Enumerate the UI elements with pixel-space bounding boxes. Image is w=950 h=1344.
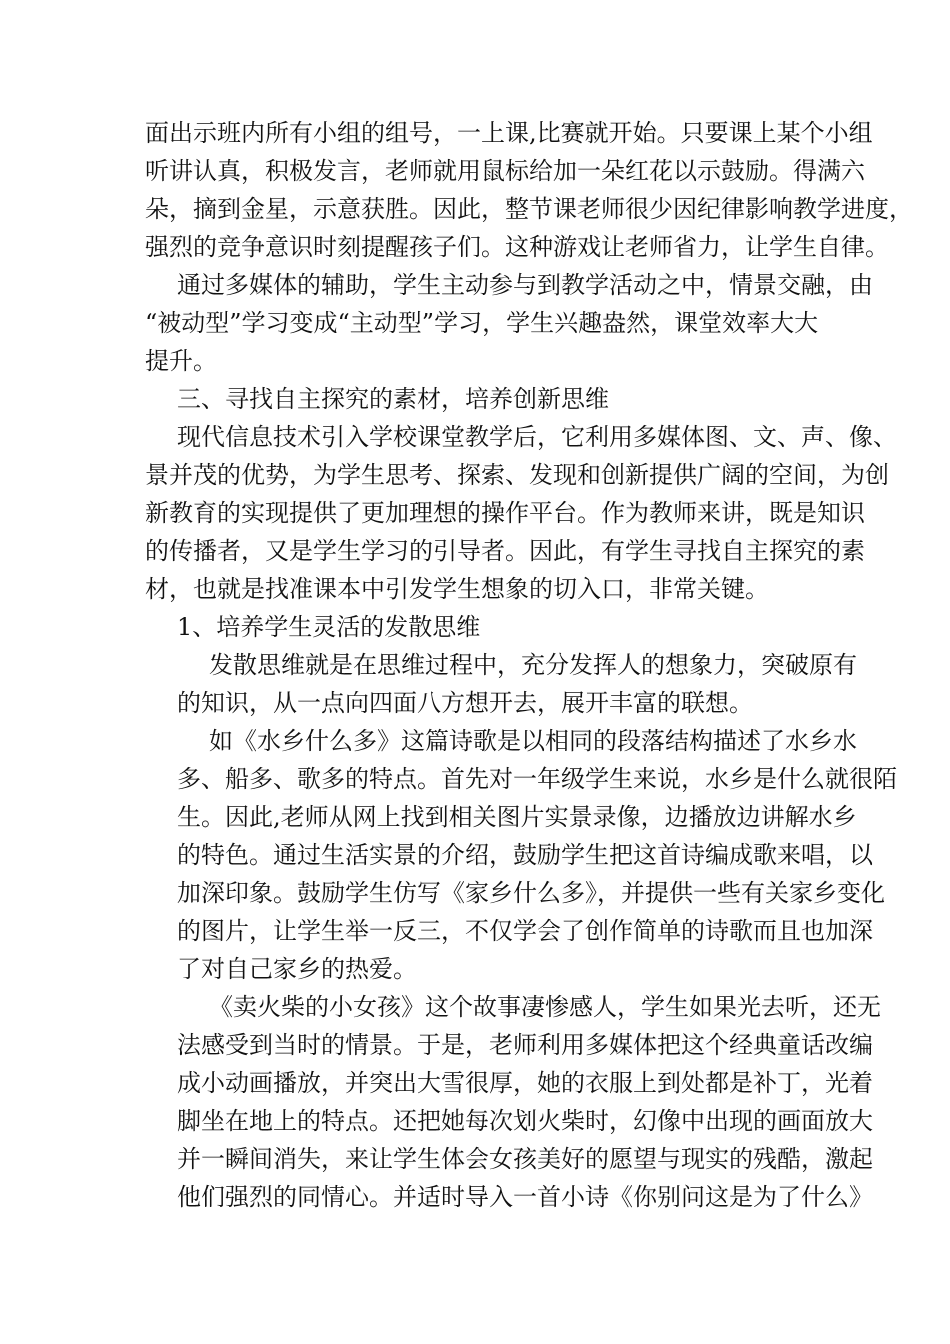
text-line: 的知识，从一点向四面八方想开去，展开丰富的联想。: [177, 689, 753, 717]
text-line: 通过多媒体的辅助，学生主动参与到教学活动之中，情景交融，由: [177, 271, 873, 299]
text-line: 《卖火柴的小女孩》这个故事凄惨感人，学生如果光去听，还无: [209, 993, 881, 1021]
subsection-heading: 1、培养学生灵活的发散思维: [177, 613, 481, 641]
text-line: 提升。: [145, 347, 217, 375]
text-line: 如《水乡什么多》这篇诗歌是以相同的段落结构描述了水乡水: [209, 727, 857, 755]
text-line: 他们强烈的同情心。并适时导入一首小诗《你别问这是为了什么》: [177, 1183, 873, 1211]
text-line: 脚坐在地上的特点。还把她每次划火柴时，幻像中出现的画面放大: [177, 1107, 873, 1135]
text-line: 的传播者，又是学生学习的引导者。因此，有学生寻找自主探究的素: [145, 537, 865, 565]
text-line: 的特色。通过生活实景的介绍，鼓励学生把这首诗编成歌来唱，以: [177, 841, 873, 869]
text-line: 强烈的竞争意识时刻提醒孩子们。这种游戏让老师省力，让学生自律。: [145, 233, 889, 261]
text-line: 景并茂的优势，为学生思考、探索、发现和创新提供广阔的空间，为创: [145, 461, 889, 489]
section-heading: 三、寻找自主探究的素材，培养创新思维: [177, 385, 609, 413]
text-line: 新教育的实现提供了更加理想的操作平台。作为教师来讲，既是知识: [145, 499, 865, 527]
text-line: 多、船多、歌多的特点。首先对一年级学生来说，水乡是什么就很陌: [177, 765, 897, 793]
text-line: 现代信息技术引入学校课堂教学后，它利用多媒体图、文、声、像、: [177, 423, 897, 451]
text-line: 了对自己家乡的热爱。: [177, 955, 417, 983]
text-line: 朵，摘到金星，示意获胜。因此，整节课老师很少因纪律影响教学进度，: [145, 195, 913, 223]
text-line: 加深印象。鼓励学生仿写《家乡什么多》，并提供一些有关家乡变化: [177, 879, 885, 907]
text-line: 的图片，让学生举一反三，不仅学会了创作简单的诗歌而且也加深: [177, 917, 873, 945]
text-line: “被动型”学习变成“主动型”学习，学生兴趣盎然，课堂效率大大: [145, 309, 819, 337]
text-line: 听讲认真，积极发言，老师就用鼠标给加一朵红花以示鼓励。得满六: [145, 157, 865, 185]
text-line: 发散思维就是在思维过程中，充分发挥人的想象力，突破原有: [209, 651, 857, 679]
text-line: 法感受到当时的情景。于是，老师利用多媒体把这个经典童话改编: [177, 1031, 873, 1059]
text-line: 生。因此,老师从网上找到相关图片实景录像，边播放边讲解水乡: [177, 803, 857, 831]
text-line: 成小动画播放，并突出大雪很厚，她的衣服上到处都是补丁，光着: [177, 1069, 873, 1097]
text-line: 并一瞬间消失，来让学生体会女孩美好的愿望与现实的残酷，激起: [177, 1145, 873, 1173]
text-line: 材，也就是找准课本中引发学生想象的切入口，非常关键。: [145, 575, 769, 603]
text-line: 面出示班内所有小组的组号，一上课,比赛就开始。只要课上某个小组: [145, 119, 873, 147]
